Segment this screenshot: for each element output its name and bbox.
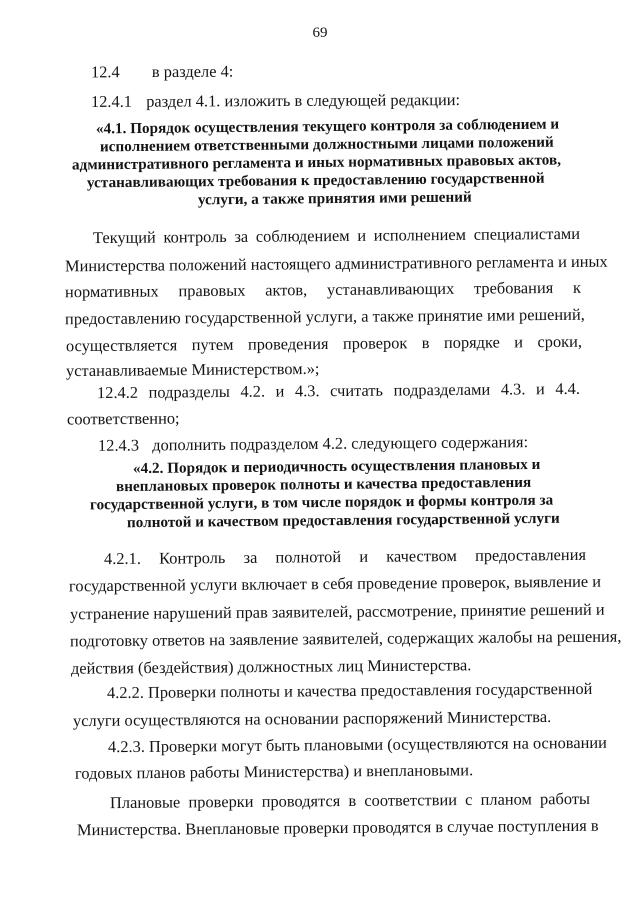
paragraph-line: Текущий контроль за соблюдением и исполнением специалистами: [92, 223, 581, 248]
heading-line: административного регламента и иных нормативных правовых актов,: [71, 151, 562, 174]
item-text: в разделе 4:: [151, 61, 234, 82]
heading-line: внеплановых проверок полноты и качества предоставления: [115, 473, 532, 496]
paragraph-line: устранение нарушений прав заявителей, рассмотрение, принятие решений и: [69, 599, 605, 624]
item-12-4-3: [98, 432, 528, 456]
heading-line: «4.2. Порядок и периодичность осуществления плановых и: [132, 455, 541, 478]
paragraph-line: 12.4.2 подразделы 4.2. и 4.3. считать подразделами 4.3. и 4.4.: [96, 378, 581, 403]
paragraph-line: Министерства положений настоящего административного регламента и иных: [64, 251, 608, 276]
paragraph-line: услуги осуществляются на основании распоряжений Министерства.: [72, 706, 552, 731]
paragraph-line: предоставлению государственной услуги, а также принятие ими решений,: [64, 304, 585, 329]
paragraph-line: устанавливаемые Министерством.»;: [65, 358, 320, 381]
paragraph-line: 4.2.3. Проверки могут быть плановыми (осуществляются на основании: [107, 732, 607, 757]
paragraph-line: соответственно;: [66, 408, 180, 429]
heading-line: устанавливающих требования к предоставлению государственной: [86, 169, 545, 192]
heading-line: государственной услуги, в том числе порядок и формы контроля за: [89, 491, 554, 514]
item-text: дополнить подразделом 4.2. следующего содержания:: [152, 432, 529, 455]
item-number: 12.4: [90, 62, 120, 82]
paragraph-line: государственной услуги включает в себя проведение проверок, выявление и: [68, 571, 602, 596]
item-12-4-1: [91, 90, 460, 112]
heading-line: полнотой и качеством предоставления государственной услуги: [126, 509, 560, 532]
heading-line: услуги, а также принятия ими решений: [197, 188, 472, 209]
heading-line: исполнением ответственными должностными лицами положений: [99, 133, 554, 156]
page-number: 69: [312, 25, 328, 41]
paragraph-line: годовых планов работы Министерства) и внеплановыми.: [74, 760, 474, 783]
paragraph-line: подготовку ответов на заявление заявителей, содержащих жалобы на решения,: [69, 626, 622, 651]
paragraph-line: Министерства. Внеплановые проверки проводятся в случае поступления в: [76, 815, 599, 840]
paragraph-line: нормативных правовых актов, устанавливающих требования к: [64, 277, 582, 302]
paragraph-line: 4.2.1. Контроль за полнотой и качеством предоставления: [103, 544, 587, 569]
item-number: 12.4.1: [90, 91, 133, 111]
paragraph-line: 4.2.2. Проверки полноты и качества предоставления государственной: [106, 678, 593, 703]
item-number: 12.4.3: [97, 435, 140, 455]
item-text: раздел 4.1. изложить в следующей редакции:: [146, 90, 461, 111]
item-12-4: [91, 62, 233, 83]
heading-line: «4.1. Порядок осуществления текущего контроля за соблюдением и: [95, 115, 560, 138]
paragraph-line: осуществляется путем проведения проверок в порядке и сроки,: [65, 331, 583, 356]
paragraph-line: Плановые проверки проводятся в соответствии с планом работы: [109, 788, 591, 813]
paragraph-line: действия (бездействия) должностных лиц Министерства.: [70, 655, 472, 678]
